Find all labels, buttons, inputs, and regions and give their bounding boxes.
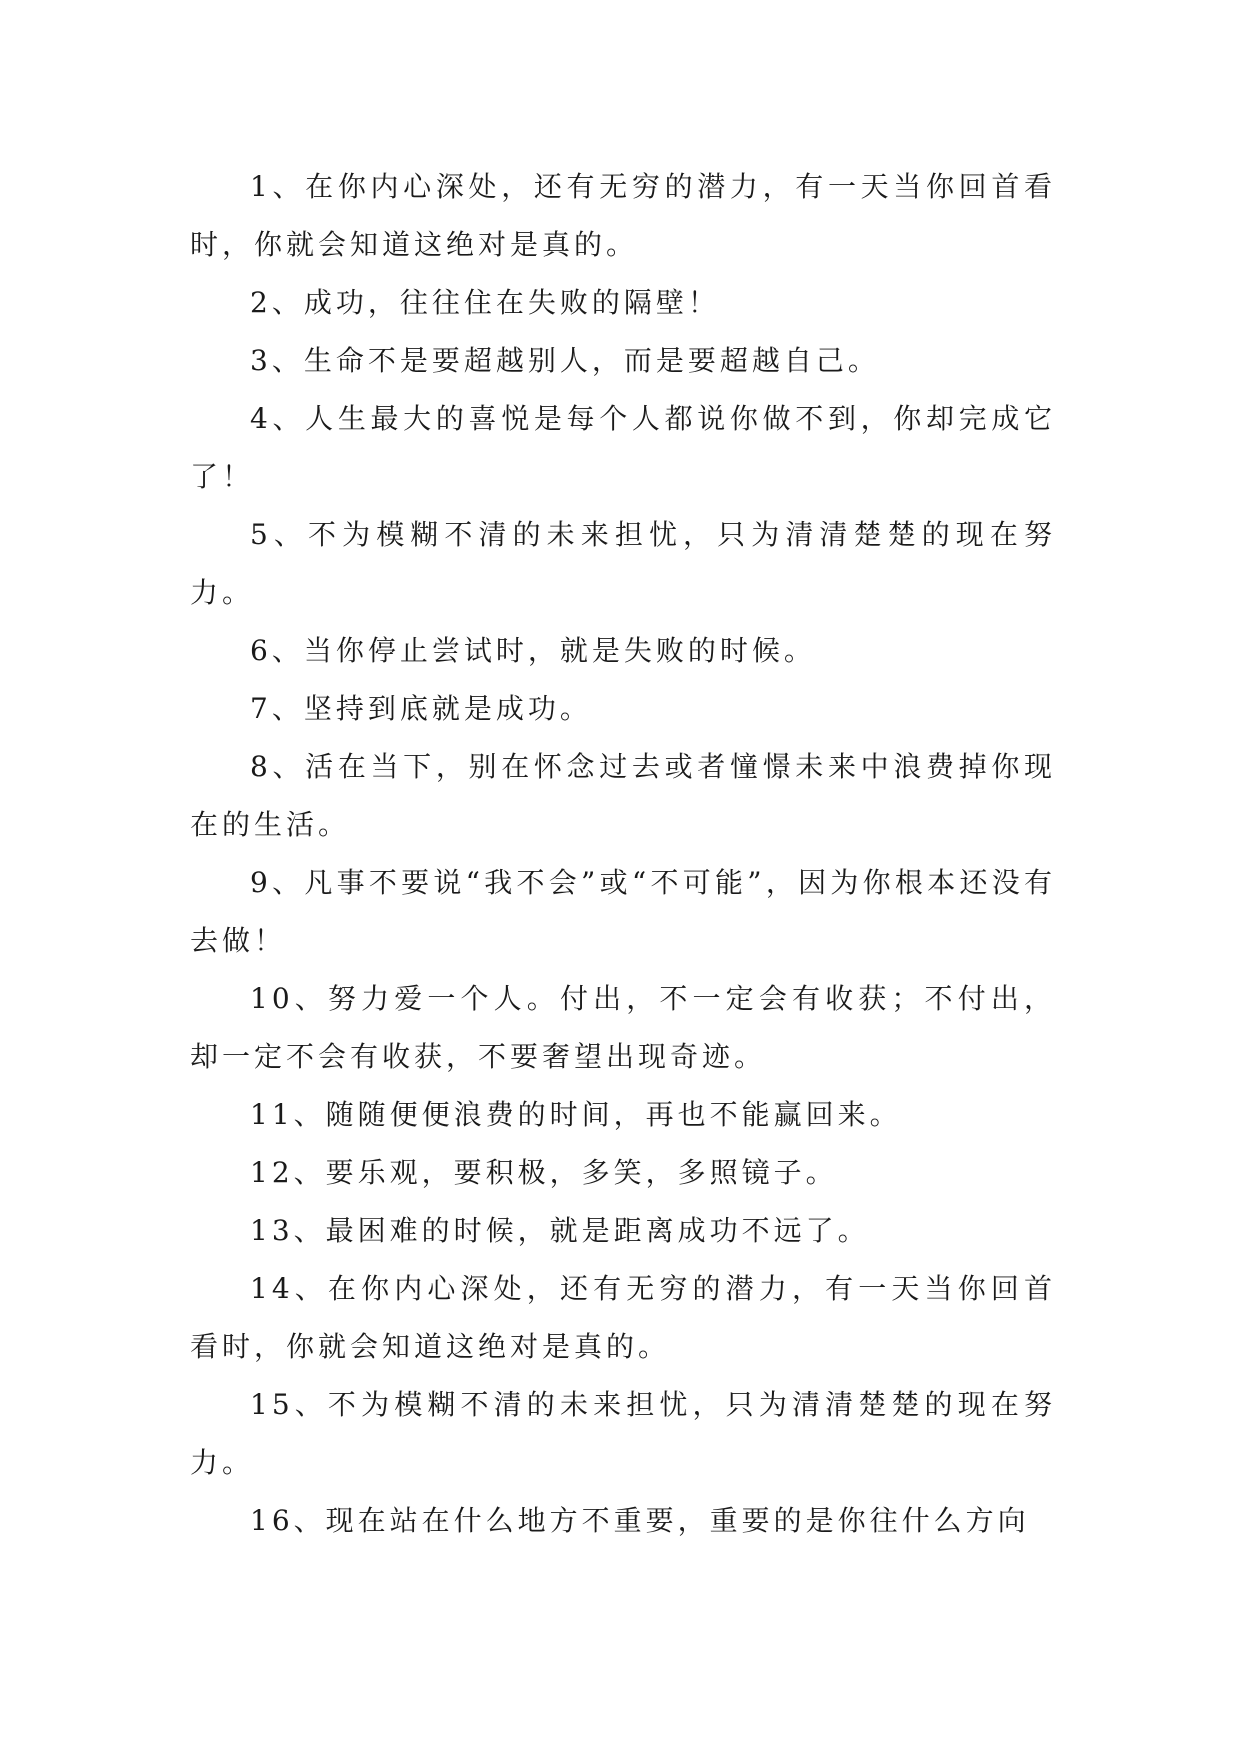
paragraph-11: 11、随随便便浪费的时间，再也不能赢回来。 — [250, 1098, 902, 1131]
paragraph-2: 2、成功，往往住在失败的隔壁！ — [250, 286, 720, 319]
paragraph-8: 8、活在当下，别在怀念过去或者憧憬未来中浪费掉你现在的生活。 — [190, 750, 1056, 841]
paragraph-10: 10、努力爱一个人。付出，不一定会有收获；不付出，却一定不会有收获，不要奢望出现奇迹。 — [190, 982, 1056, 1073]
paragraph-7: 7、坚持到底就是成功。 — [250, 692, 592, 725]
paragraph-12: 12、要乐观，要积极，多笑，多照镜子。 — [250, 1156, 838, 1189]
paragraph-16: 16、现在站在什么地方不重要，重要的是你往什么方向 — [250, 1504, 1030, 1537]
document-body — [190, 158, 1056, 1550]
paragraph-9: 9、凡事不要说“我不会”或“不可能”，因为你根本还没有去做！ — [190, 866, 1056, 957]
paragraph-15: 15、不为模糊不清的未来担忧，只为清清楚楚的现在努力。 — [190, 1388, 1056, 1479]
paragraph-1: 1、在你内心深处，还有无穷的潜力，有一天当你回首看时，你就会知道这绝对是真的。 — [190, 170, 1056, 261]
paragraph-5: 5、不为模糊不清的未来担忧，只为清清楚楚的现在努力。 — [190, 518, 1056, 609]
paragraph-14: 14、在你内心深处，还有无穷的潜力，有一天当你回首看时，你就会知道这绝对是真的。 — [190, 1272, 1056, 1363]
paragraph-6: 6、当你停止尝试时，就是失败的时候。 — [250, 634, 816, 667]
paragraph-13: 13、最困难的时候，就是距离成功不远了。 — [250, 1214, 870, 1247]
paragraph-3: 3、生命不是要超越别人，而是要超越自己。 — [250, 344, 880, 377]
paragraph-4: 4、人生最大的喜悦是每个人都说你做不到，你却完成它了！ — [190, 402, 1056, 493]
